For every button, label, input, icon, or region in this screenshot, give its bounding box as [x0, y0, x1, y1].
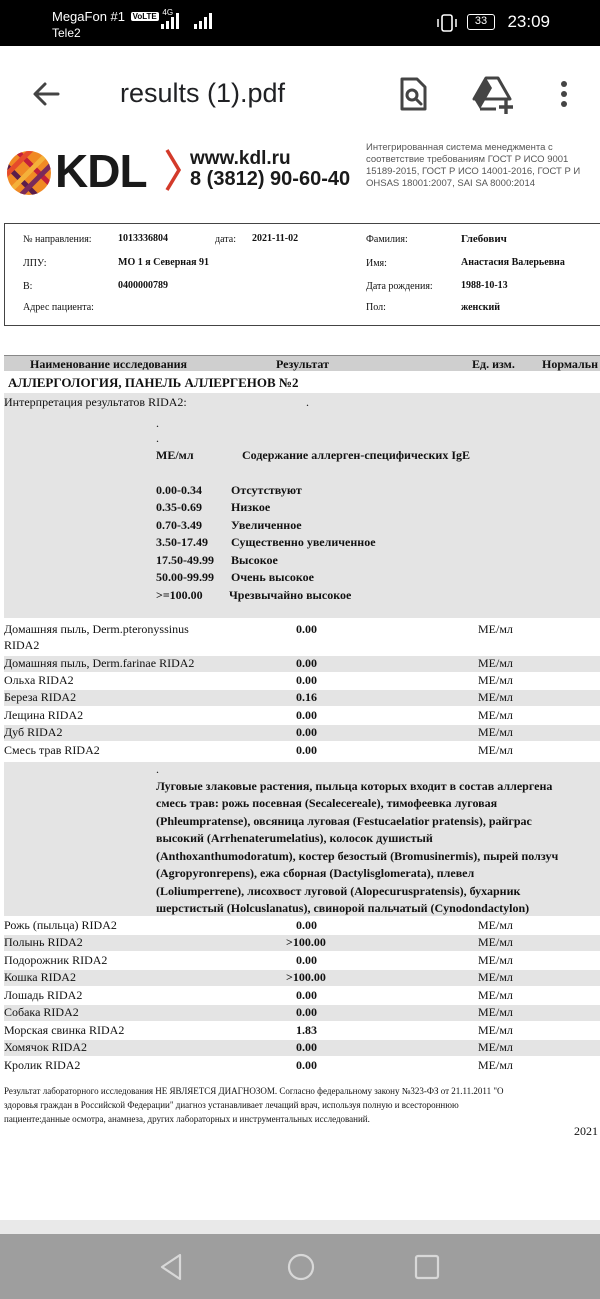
note-line: Луговые злаковые растения, пыльца которых входит в состав аллергена: [156, 779, 553, 793]
name-value: Анастасия Валерьевна: [461, 257, 565, 268]
test-unit: МЕ/мл: [478, 953, 513, 967]
test-value: 0.00: [296, 656, 317, 670]
table-row: [4, 725, 600, 741]
scale-desc: Отсутствуют: [231, 483, 302, 497]
test-unit: МЕ/мл: [478, 918, 513, 932]
carrier-primary-label: MegaFon #1: [52, 9, 125, 24]
dot: .: [156, 416, 159, 430]
find-in-page-icon[interactable]: [393, 74, 433, 114]
iso-certification: [366, 142, 600, 190]
pdf-page[interactable]: [0, 142, 600, 1220]
test-value: 1.83: [296, 1023, 317, 1037]
address-label: Адрес пациента:: [23, 302, 94, 313]
test-unit: МЕ/мл: [478, 1023, 513, 1037]
scale-range: 3.50-17.49: [156, 535, 208, 549]
dob-value: 1988-10-13: [461, 280, 508, 291]
col-name: Наименование исследования: [30, 357, 188, 371]
table-row: [4, 935, 600, 951]
interpretation-label: Интерпретация результатов RIDA2:: [4, 395, 187, 409]
scale-range: >=100.00: [156, 588, 203, 602]
test-value: >100.00: [286, 935, 326, 949]
test-unit: МЕ/мл: [478, 690, 513, 704]
surname-value: Глебович: [461, 233, 507, 245]
disclaimer-line: пациенте:данные осмотра, анамнеза, других лабораторных и инструментальных исследований.: [4, 1114, 370, 1124]
test-value: 0.00: [296, 622, 317, 636]
date-label: дата:: [215, 234, 236, 245]
table-row: [4, 970, 600, 986]
scale-range: 0.70-3.49: [156, 518, 202, 532]
test-unit: МЕ/мл: [478, 988, 513, 1002]
results-table-header: [4, 355, 600, 371]
test-value: 0.00: [296, 673, 317, 687]
test-name: Рожь (пыльца) RIDA2: [4, 918, 117, 932]
disclaimer-line: Результат лабораторного исследования НЕ ЯВЛЯЕТСЯ ДИАГНОЗОМ. Согласно федеральному закону №323-ФЗ от 21.11.2011 "О: [4, 1086, 504, 1096]
scale-desc: Существенно увеличенное: [231, 535, 376, 549]
test-unit: МЕ/мл: [478, 935, 513, 949]
col-result: Результат: [276, 357, 330, 371]
brand-name: KDL: [55, 145, 147, 197]
section-title: АЛЛЕРГОЛОГИЯ, ПАНЕЛЬ АЛЛЕРГЕНОВ №2: [8, 375, 299, 390]
lpu-label: ЛПУ:: [23, 258, 47, 269]
dob-label: Дата рождения:: [366, 281, 433, 292]
referral-value: 1013336804: [118, 233, 168, 244]
note-line: (Agropyronrepens), ежа сборная (Dactylisglomerata), плевел: [156, 866, 475, 880]
scale-desc: Низкое: [231, 500, 271, 514]
table-row: [4, 690, 600, 706]
unit-heading: МЕ/мл: [156, 448, 194, 462]
network-type: 4G: [162, 8, 174, 17]
table-row: [4, 988, 600, 1004]
clock: 23:09: [507, 12, 550, 31]
col-unit: Ед. изм.: [472, 357, 515, 371]
surname-label: Фамилия:: [366, 234, 408, 245]
test-value: 0.00: [296, 708, 317, 722]
sex-label: Пол:: [366, 302, 386, 313]
back-arrow-icon[interactable]: [26, 74, 66, 114]
patient-info-box: [4, 223, 600, 326]
grass-mix-note: [4, 762, 600, 916]
test-unit: МЕ/мл: [478, 970, 513, 984]
battery-level: 33: [474, 15, 488, 27]
carrier-secondary: Tele2: [52, 26, 81, 40]
test-unit: МЕ/мл: [478, 673, 513, 687]
name-label: Имя:: [366, 258, 387, 269]
test-name: Ольха RIDA2: [4, 673, 74, 687]
test-name: Хомячок RIDA2: [4, 1040, 87, 1054]
chevron-mark-icon: [164, 148, 184, 192]
test-value: >100.00: [286, 970, 326, 984]
note-line: (Loliumperrene), лисохвост луговой (Alopecuruspratensis), бухарник: [156, 884, 521, 898]
col-norm: Нормальн: [542, 357, 599, 371]
test-value: 0.00: [296, 918, 317, 932]
scale-range: 50.00-99.99: [156, 570, 214, 584]
volte-badge: VoLTE: [132, 12, 157, 21]
table-row: [4, 622, 600, 654]
test-name: Лещина RIDA2: [4, 708, 84, 722]
test-name: Морская свинка RIDA2: [4, 1023, 125, 1037]
date-value: 2021-11-02: [252, 233, 299, 244]
app-bar: [0, 46, 600, 142]
website: www.kdl.ru: [190, 148, 291, 169]
test-name-cont: RIDA2: [4, 638, 40, 652]
test-unit: МЕ/мл: [478, 1040, 513, 1054]
dot: .: [306, 395, 309, 409]
scale-desc: Увеличенное: [231, 518, 302, 532]
b-value: 0400000789: [118, 280, 168, 291]
dot: .: [156, 431, 159, 445]
kdl-logo-icon: [6, 150, 52, 196]
signal-icon: [160, 12, 180, 30]
interpretation-block: [4, 393, 600, 618]
test-name: Домашняя пыль, Derm.farinae RIDA2: [4, 656, 195, 670]
test-unit: МЕ/мл: [478, 708, 513, 722]
test-unit: МЕ/мл: [478, 656, 513, 670]
test-value: 0.00: [296, 1005, 317, 1019]
b-label: В:: [23, 281, 33, 292]
iso-line: Интегрированная система менеджмента с: [366, 142, 553, 153]
sex-value: женский: [461, 302, 501, 313]
scale-range: 0.00-0.34: [156, 483, 202, 497]
referral-label: № направления:: [23, 234, 92, 245]
add-to-drive-icon[interactable]: [472, 74, 516, 114]
test-value: 0.00: [296, 1040, 317, 1054]
table-row: [4, 953, 600, 969]
disclaimer: [4, 1084, 600, 1126]
test-name: Лошадь RIDA2: [4, 988, 83, 1002]
scale-range: 17.50-49.99: [156, 553, 214, 567]
phone: 8 (3812) 90-60-40: [190, 168, 351, 190]
table-row: [4, 1005, 600, 1021]
test-value: 0.16: [296, 690, 317, 704]
system-nav-bar: [0, 1234, 600, 1299]
note-line: (Phleumpratense), овсяница луговая (Festucaelatior pratensis), райграс: [156, 814, 532, 828]
test-unit: МЕ/мл: [478, 725, 513, 739]
test-value: 0.00: [296, 953, 317, 967]
nav-home-icon[interactable]: [286, 1252, 316, 1282]
test-name: Кошка RIDA2: [4, 970, 76, 984]
test-name: Домашняя пыль, Derm.pteronyssinus: [4, 622, 189, 636]
table-row: [4, 743, 600, 759]
test-value: 0.00: [296, 1058, 317, 1072]
scale-desc: Высокое: [231, 553, 278, 567]
page-gap: [0, 1220, 600, 1234]
test-unit: МЕ/мл: [478, 1005, 513, 1019]
nav-recents-icon[interactable]: [414, 1254, 440, 1280]
table-row: [4, 656, 600, 672]
table-row: [4, 673, 600, 689]
note-line: смесь трав: рожь посевная (Secalecereale), тимофеевка луговая: [156, 796, 498, 810]
lpu-value: МО 1 я Северная 91: [118, 257, 209, 268]
test-unit: МЕ/мл: [478, 743, 513, 757]
status-bar: [0, 0, 600, 46]
content-heading: Содержание аллерген-специфических IgE: [242, 448, 471, 462]
note-line: шерстистый (Holcuslanatus), свинорой пальчатый (Cynodondactylon): [156, 901, 530, 915]
scale-range: 0.35-0.69: [156, 500, 202, 514]
test-value: 0.00: [296, 988, 317, 1002]
test-value: 0.00: [296, 743, 317, 757]
test-name: Дуб RIDA2: [4, 725, 63, 739]
vibrate-icon: [436, 14, 458, 32]
table-row: [4, 708, 600, 724]
test-name: Смесь трав RIDA2: [4, 743, 100, 757]
iso-line: OHSAS 18001:2007, SAI SA 8000:2014: [366, 178, 536, 189]
table-row: [4, 918, 600, 934]
battery-icon: [467, 14, 495, 30]
carrier-primary: [52, 8, 173, 24]
test-name: Кролик RIDA2: [4, 1058, 81, 1072]
test-name: Полынь RIDA2: [4, 935, 83, 949]
iso-line: 15189-2015, ГОСТ Р ИСО 14001-2016, ГОСТ Р И: [366, 166, 581, 177]
test-name: Собака RIDA2: [4, 1005, 79, 1019]
more-vert-icon[interactable]: [552, 74, 576, 114]
test-name: Подорожник RIDA2: [4, 953, 108, 967]
document-title: results (1).pdf: [120, 78, 286, 108]
note-line: (Anthoxanthumodoratum), костер безостый (Bromusinermis), пырей ползуч: [156, 849, 559, 863]
disclaimer-line: здоровья граждан в Российской Федерации" диагноз устанавливает лечащий врач, используя полную и всестороннюю: [4, 1100, 459, 1110]
dot: .: [156, 762, 159, 776]
scale-desc: Чрезвычайно высокое: [229, 588, 352, 602]
signal-2-icon: [193, 12, 213, 30]
iso-line: соответствие требованиям ГОСТ Р ИСО 9001: [366, 154, 569, 165]
test-unit: МЕ/мл: [478, 622, 513, 636]
note-line: высокий (Arrhenaterumelatius), колосок душистый: [156, 831, 433, 845]
test-value: 0.00: [296, 725, 317, 739]
scale-desc: Очень высокое: [231, 570, 314, 584]
table-row: [4, 1058, 600, 1074]
table-row: [4, 1040, 600, 1056]
footer-year: 2021: [574, 1124, 598, 1138]
nav-back-icon[interactable]: [158, 1252, 186, 1282]
test-unit: МЕ/мл: [478, 1058, 513, 1072]
test-name: Береза RIDA2: [4, 690, 77, 704]
table-row: [4, 1023, 600, 1039]
